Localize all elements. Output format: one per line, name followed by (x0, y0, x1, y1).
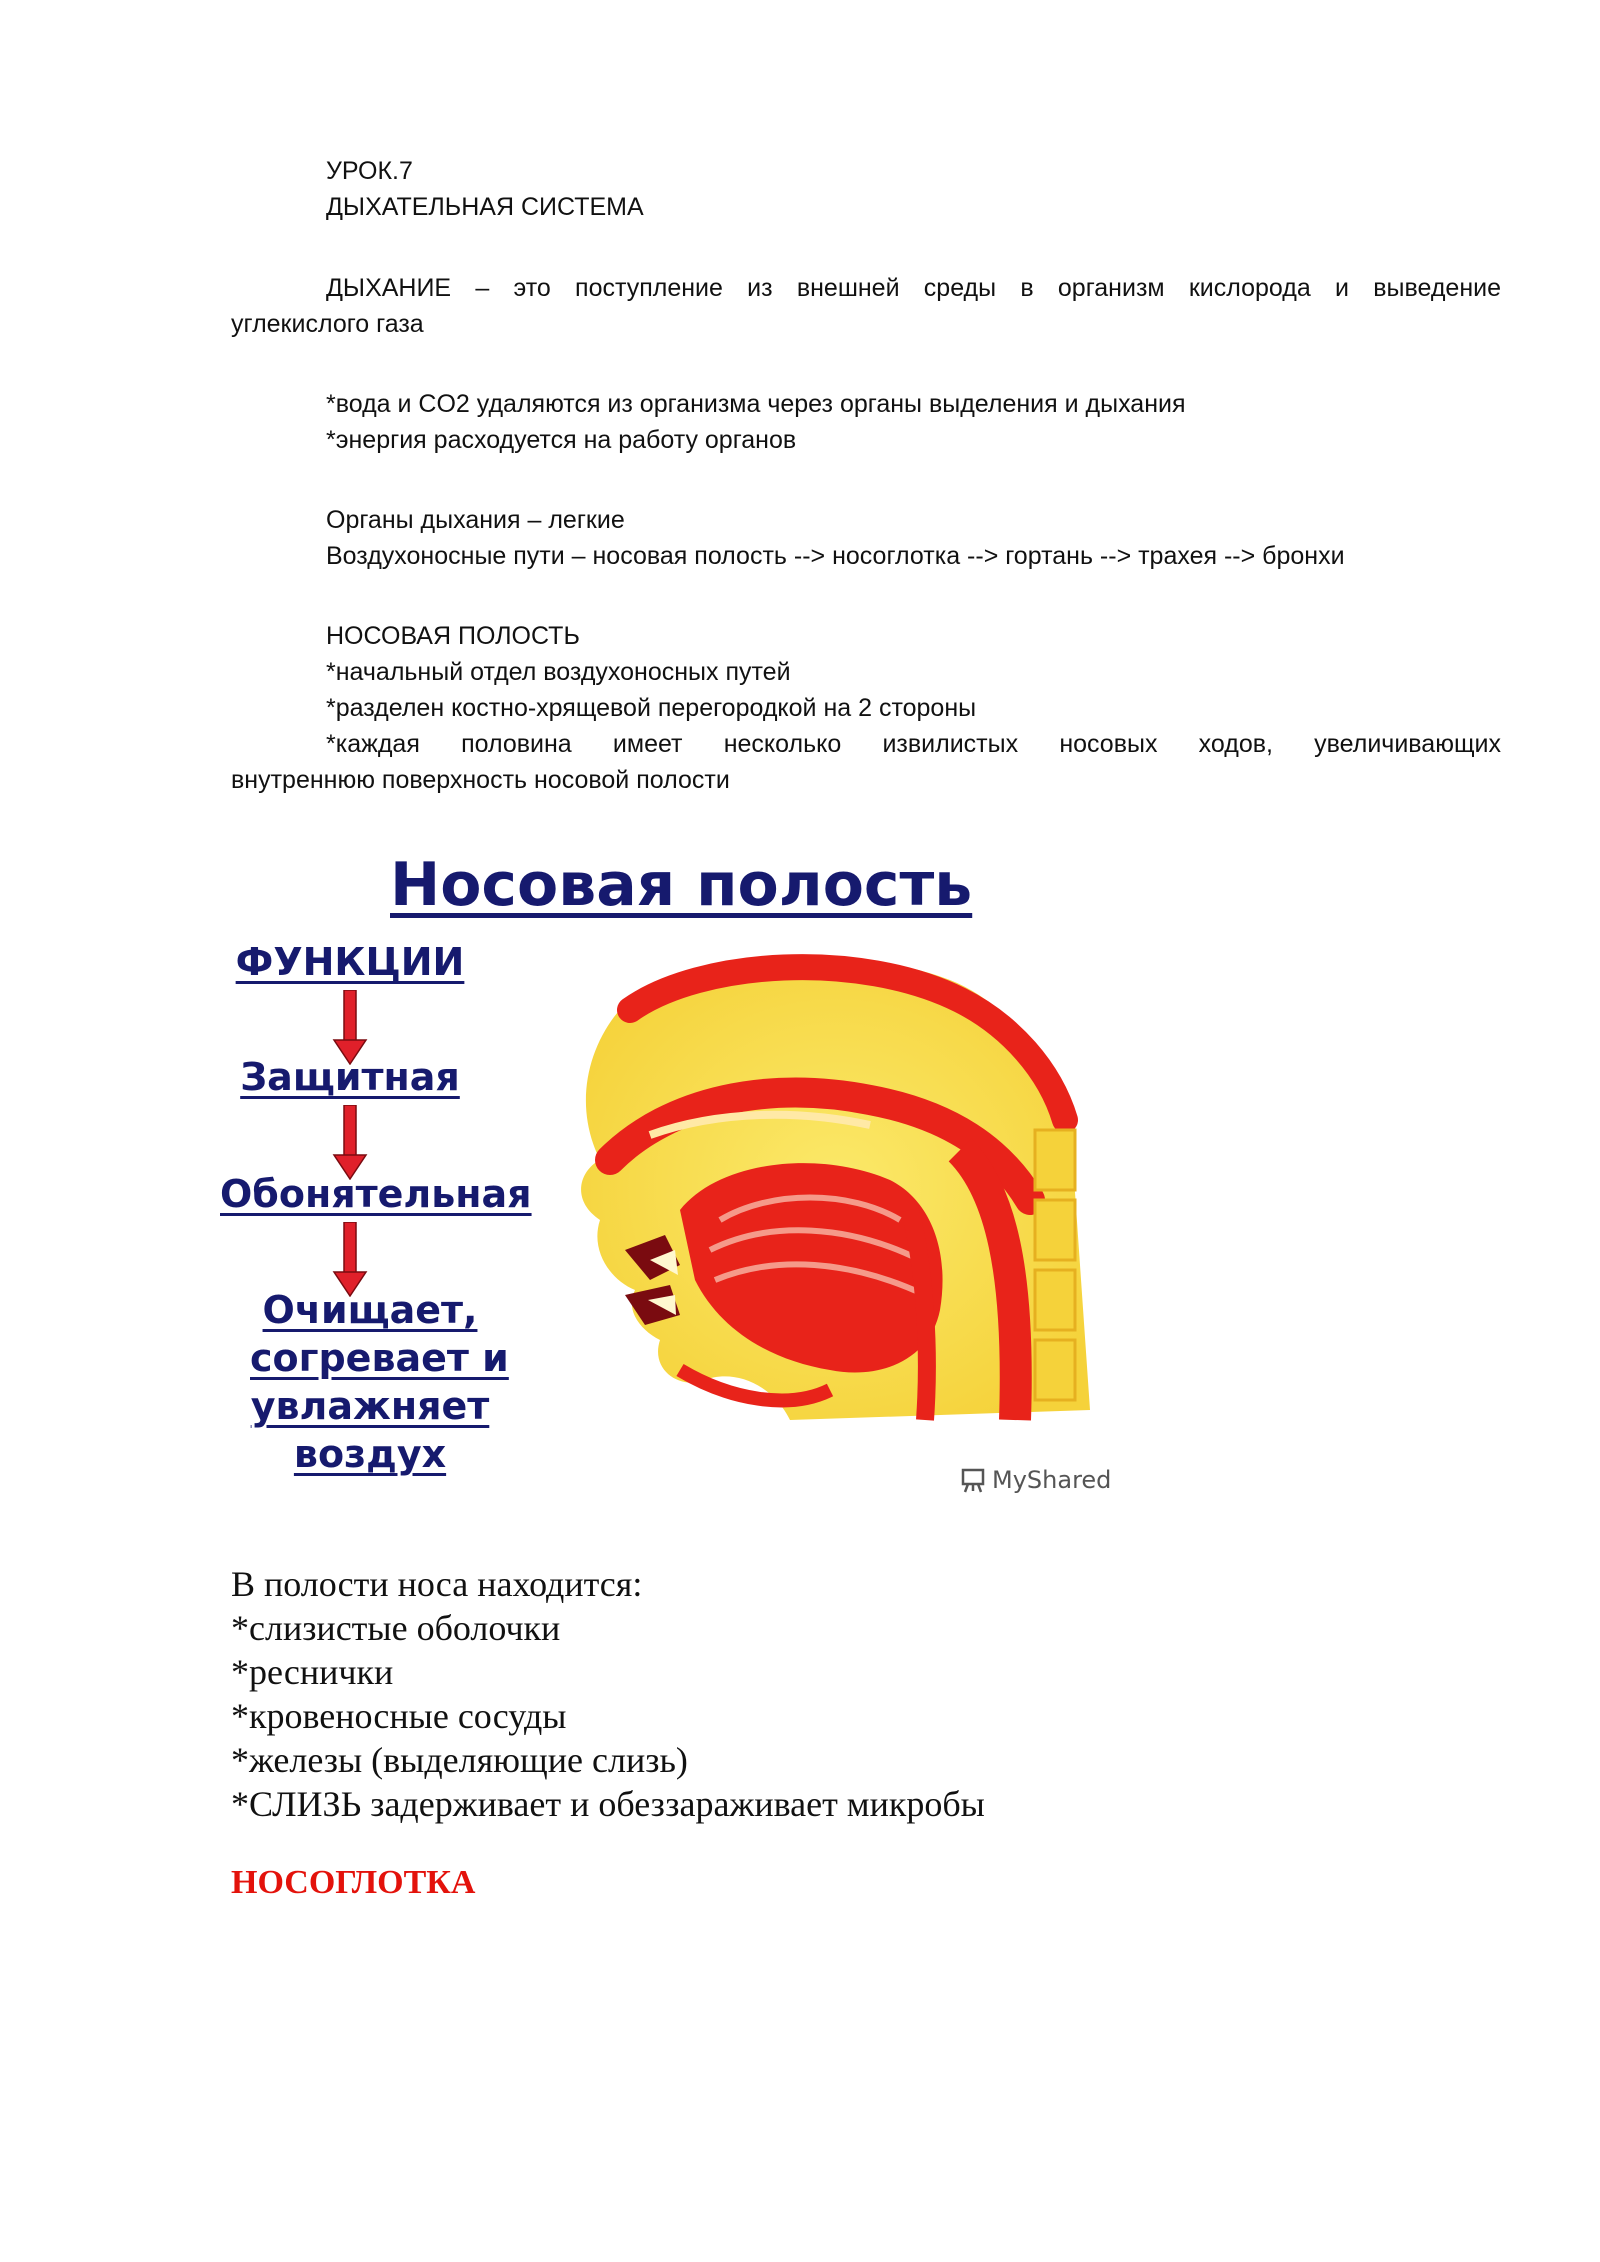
down-arrow-icon (330, 1222, 370, 1297)
figure-title: Носовая полость (390, 850, 973, 920)
definition-line-1: ДЫХАНИЕ – это поступление из внешней среды в организм кислорода и выведение (326, 274, 1501, 302)
organs-line: Органы дыхания – легкие (326, 506, 625, 534)
function-protective: Защитная (240, 1055, 460, 1099)
contents-item: *слизистые оболочки (231, 1608, 561, 1648)
contents-heading: В полости носа находится: (231, 1564, 643, 1604)
contents-item: *кровеносные сосуды (231, 1696, 567, 1736)
function-cleans-line: воздух (293, 1432, 447, 1476)
nasal-cavity-heading: НОСОВАЯ ПОЛОСТЬ (326, 622, 580, 650)
note-item: *энергия расходуется на работу органов (326, 426, 797, 454)
definition-line-2: углекислого газа (231, 310, 424, 338)
lesson-number: УРОК.7 (326, 157, 413, 185)
contents-item: *СЛИЗЬ задерживает и обеззараживает микробы (231, 1784, 985, 1824)
nasal-point: *начальный отдел воздухоносных путей (326, 658, 791, 686)
presentation-board-icon (960, 1467, 986, 1493)
function-olfactory: Обонятельная (220, 1172, 532, 1216)
airways-line: Воздухоносные пути – носовая полость --> носоглотка --> гортань --> трахея --> бронхи (326, 542, 1345, 570)
down-arrow-icon (330, 990, 370, 1065)
function-cleans-line: Очищает, (262, 1288, 478, 1332)
head-section-illustration (530, 950, 1130, 1450)
nasal-point: *разделен костно-хрящевой перегородкой на 2 стороны (326, 694, 977, 722)
nasal-point-3-line-1: *каждая половина имеет несколько извилистых носовых ходов, увеличивающих (326, 730, 1501, 758)
topic-title: ДЫХАТЕЛЬНАЯ СИСТЕМА (326, 193, 644, 221)
contents-item: *реснички (231, 1652, 394, 1692)
functions-heading: ФУНКЦИИ (235, 940, 465, 984)
contents-item: *железы (выделяющие слизь) (231, 1740, 688, 1780)
nasal-point-3-line-2: внутреннюю поверхность носовой полости (231, 766, 730, 794)
watermark-text: MyShared (992, 1466, 1112, 1494)
watermark (960, 1466, 1111, 1494)
down-arrow-icon (330, 1105, 370, 1180)
function-cleans-line: увлажняет (250, 1384, 490, 1428)
note-item: *вода и CO2 удаляются из организма через органы выделения и дыхания (326, 390, 1186, 418)
nasal-cavity-figure (220, 830, 1150, 1510)
nasopharynx-heading: НОСОГЛОТКА (231, 1864, 476, 1901)
function-cleans-line: согревает и (250, 1336, 509, 1380)
